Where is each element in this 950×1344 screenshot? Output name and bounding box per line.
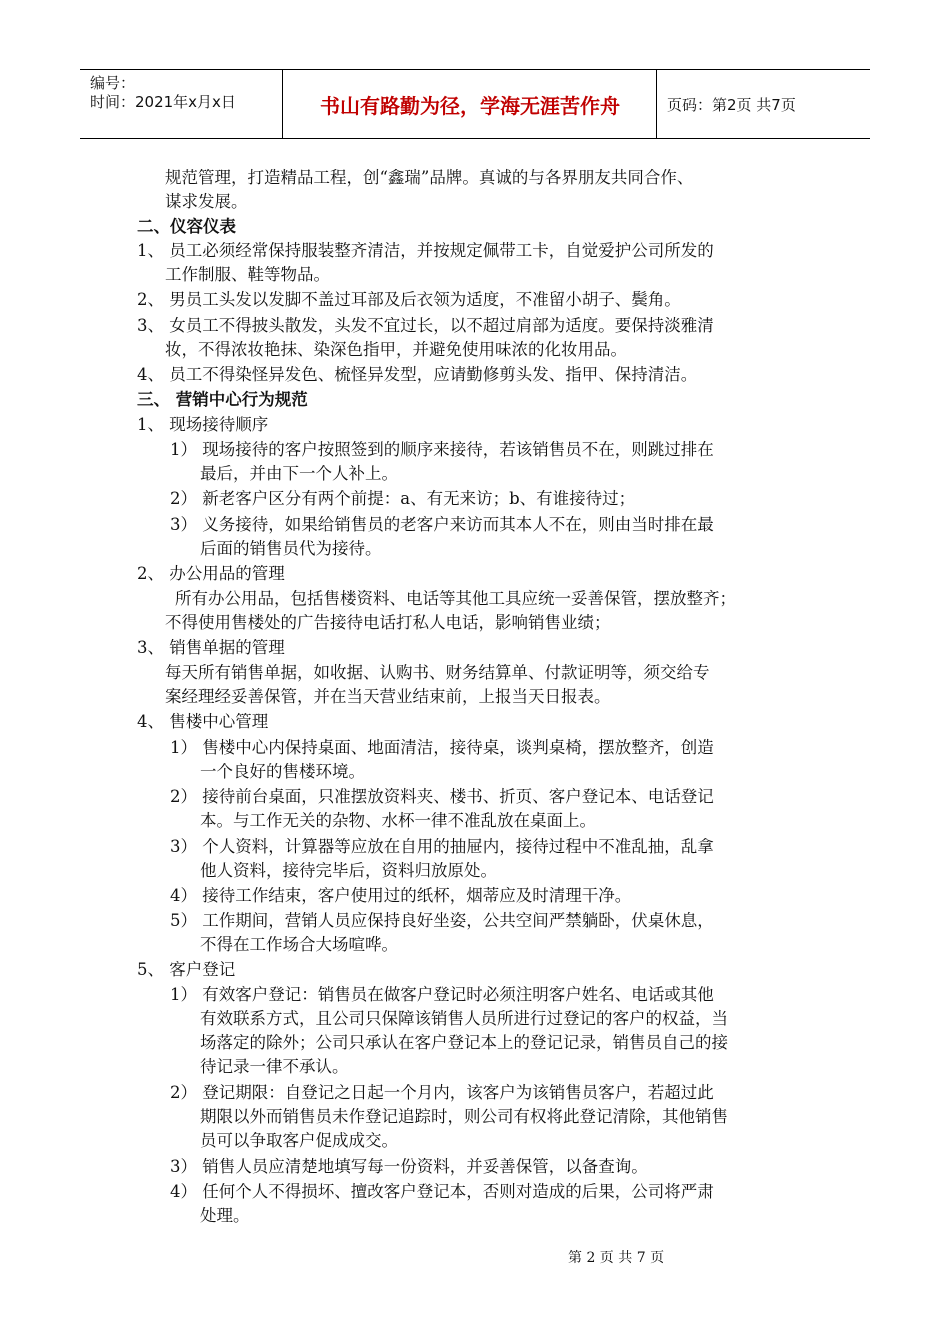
body-text-line: 2） 接待前台桌面，只准摆放资料夹、楼书、折页、客户登记本、电话登记 <box>170 787 714 806</box>
body-text-line: 4） 接待工作结束，客户使用过的纸杯，烟蒂应及时清理干净。 <box>170 886 632 905</box>
body-text-line: 工作制服、鞋等物品。 <box>165 265 330 284</box>
body-text-line: 2） 新老客户区分有两个前提：a、有无来访；b、有谁接待过； <box>170 489 636 508</box>
body-text-line: 有效联系方式，且公司只保障该销售人员所进行过登记的客户的权益，当 <box>200 1009 728 1028</box>
body-text-line: 5） 工作期间，营销人员应保持良好坐姿，公共空间严禁躺卧，伏桌休息， <box>170 911 714 930</box>
body-text-line: 4、 员工不得染怪异发色、梳怪异发型，应请勤修剪头发、指甲、保持清洁。 <box>137 365 698 384</box>
body-text-line: 4、 售楼中心管理 <box>137 712 269 731</box>
body-text-line: 期限以外而销售员未作登记追踪时，则公司有权将此登记清除，其他销售 <box>200 1107 728 1126</box>
body-text-line: 1） 有效客户登记：销售员在做客户登记时必须注明客户姓名、电话或其他 <box>170 985 714 1004</box>
body-text-line: 不得在工作场合大场喧哗。 <box>200 935 398 954</box>
body-text-line: 他人资料，接待完毕后，资料归放原处。 <box>200 861 497 880</box>
body-text-line: 妆，不得浓妆艳抹、染深色指甲，并避免使用味浓的化妆用品。 <box>165 340 627 359</box>
section-heading: 二、仪容仪表 <box>137 217 236 236</box>
body-text-line: 后面的销售员代为接待。 <box>200 539 382 558</box>
body-text-line: 规范管理，打造精品工程，创“鑫瑞”品牌。真诚的与各界朋友共同合作、 <box>165 168 694 187</box>
body-text-line: 本。与工作无关的杂物、水杯一律不准乱放在桌面上。 <box>200 811 596 830</box>
header-motto: 书山有路勤为径，学海无涯苦作舟 <box>284 70 657 138</box>
body-text-line: 4） 任何个人不得损坏、擅改客户登记本，否则对造成的后果，公司将严肃 <box>170 1182 714 1201</box>
header-page-number: 页码：第2页 共7页 <box>667 95 796 114</box>
body-text-line: 场落定的除外；公司只承认在客户登记本上的登记记录，销售员自己的接 <box>200 1033 728 1052</box>
body-text-line: 案经理经妥善保管，并在当天营业结束前，上报当天日报表。 <box>165 687 611 706</box>
body-text-line: 3） 销售人员应清楚地填写每一份资料，并妥善保管，以备查询。 <box>170 1157 648 1176</box>
body-text-line: 2） 登记期限：自登记之日起一个月内，该客户为该销售员客户，若超过此 <box>170 1083 714 1102</box>
body-text-line: 待记录一律不承认。 <box>200 1057 349 1076</box>
document-number-label: 编号： <box>90 74 136 92</box>
body-text-line: 1） 现场接待的客户按照签到的顺序来接待，若该销售员不在，则跳过排在 <box>170 440 714 459</box>
body-text-line: 2、 男员工头发以发脚不盖过耳部及后衣领为适度，不准留小胡子、鬓角。 <box>137 290 681 309</box>
page-header <box>80 69 870 139</box>
document-date-label: 时间：2021年x月x日 <box>90 93 236 111</box>
page-footer: 第 2 页 共 7 页 <box>568 1250 665 1266</box>
body-text-line: 处理。 <box>200 1206 250 1225</box>
body-text-line: 3） 义务接待，如果给销售员的老客户来访而其本人不在，则由当时排在最 <box>170 515 714 534</box>
body-text-line: 2、 办公用品的管理 <box>137 564 285 583</box>
body-text-line: 1、 现场接待顺序 <box>137 415 269 434</box>
body-text-line: 不得使用售楼处的广告接待电话打私人电话，影响销售业绩； <box>165 613 611 632</box>
body-text-line: 最后，并由下一个人补上。 <box>200 464 398 483</box>
body-text-line: 每天所有销售单据，如收据、认购书、财务结算单、付款证明等，须交给专 <box>165 663 710 682</box>
body-text-line: 一个良好的售楼环境。 <box>200 762 365 781</box>
section-heading: 三、 营销中心行为规范 <box>137 390 308 409</box>
body-text-line: 3） 个人资料，计算器等应放在自用的抽屉内，接待过程中不准乱抽，乱拿 <box>170 837 714 856</box>
body-text-line: 所有办公用品，包括售楼资料、电话等其他工具应统一妥善保管，摆放整齐； <box>175 589 736 608</box>
body-text-line: 5、 客户登记 <box>137 960 236 979</box>
body-text-line: 1） 售楼中心内保持桌面、地面清洁，接待桌，谈判桌椅，摆放整齐，创造 <box>170 738 714 757</box>
body-text-line: 员可以争取客户促成成交。 <box>200 1131 398 1150</box>
body-text-line: 谋求发展。 <box>165 192 248 211</box>
body-text-line: 1、 员工必须经常保持服装整齐清洁，并按规定佩带工卡，自觉爱护公司所发的 <box>137 241 714 260</box>
header-meta-cell <box>80 70 283 138</box>
body-text-line: 3、 女员工不得披头散发，头发不宜过长，以不超过肩部为适度。要保持淡雅清 <box>137 316 714 335</box>
body-text-line: 3、 销售单据的管理 <box>137 638 285 657</box>
